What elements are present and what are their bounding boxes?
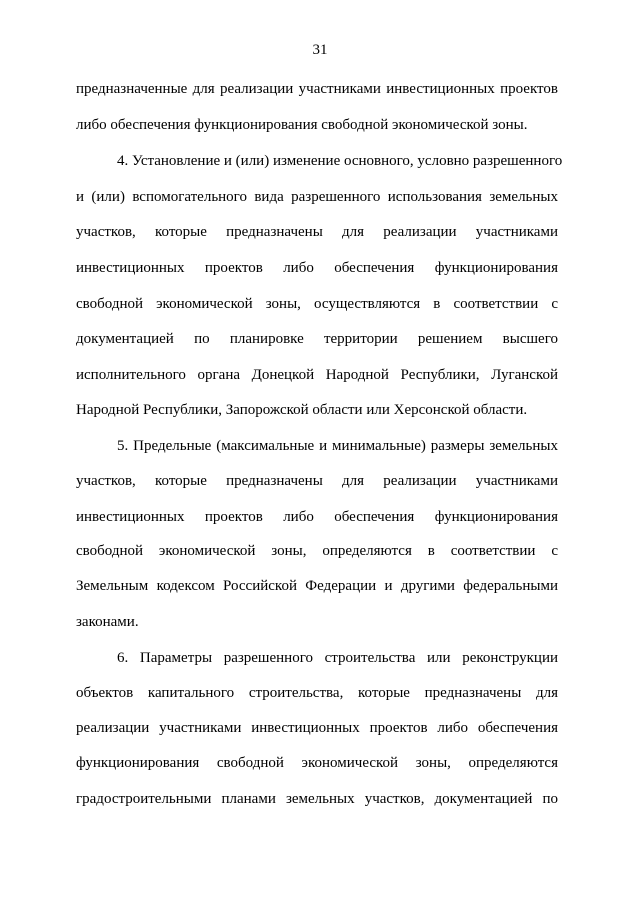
text-line: 5. Предельные (максимальные и минимальные) размеры земельных xyxy=(117,438,558,454)
text-line: свободной экономической зоны, осуществляются в соответствии с xyxy=(76,296,558,312)
text-line: функционирования свободной экономической зоны, определяются xyxy=(76,755,558,771)
text-line: 4. Установление и (или) изменение основного, условно разрешенного xyxy=(117,153,563,169)
page-number: 31 xyxy=(312,42,328,58)
text-line: и (или) вспомогательного вида разрешенного использования земельных xyxy=(76,189,558,205)
text-line: исполнительного органа Донецкой Народной Республики, Луганской xyxy=(76,367,558,383)
text-line: инвестиционных проектов либо обеспечения функционирования xyxy=(76,509,558,525)
text-line: Народной Республики, Запорожской области или Херсонской области. xyxy=(76,402,528,418)
text-line: документацией по планировке территории решением высшего xyxy=(76,331,558,347)
text-line: участков, которые предназначены для реализации участниками xyxy=(76,473,558,489)
text-line: либо обеспечения функционирования свободной экономической зоны. xyxy=(76,117,528,133)
text-line: инвестиционных проектов либо обеспечения функционирования xyxy=(76,260,558,276)
text-line: участков, которые предназначены для реализации участниками xyxy=(76,224,558,240)
text-line: реализации участниками инвестиционных проектов либо обеспечения xyxy=(76,720,558,736)
text-line: объектов капитального строительства, которые предназначены для xyxy=(76,685,558,701)
text-line: Земельным кодексом Российской Федерации и другими федеральными xyxy=(76,578,558,594)
text-line: предназначенные для реализации участниками инвестиционных проектов xyxy=(76,81,558,97)
text-line: градостроительными планами земельных участков, документацией по xyxy=(76,791,558,807)
text-line: свободной экономической зоны, определяются в соответствии с xyxy=(76,543,558,559)
text-line: 6. Параметры разрешенного строительства или реконструкции xyxy=(117,650,558,666)
text-line: законами. xyxy=(76,614,139,630)
